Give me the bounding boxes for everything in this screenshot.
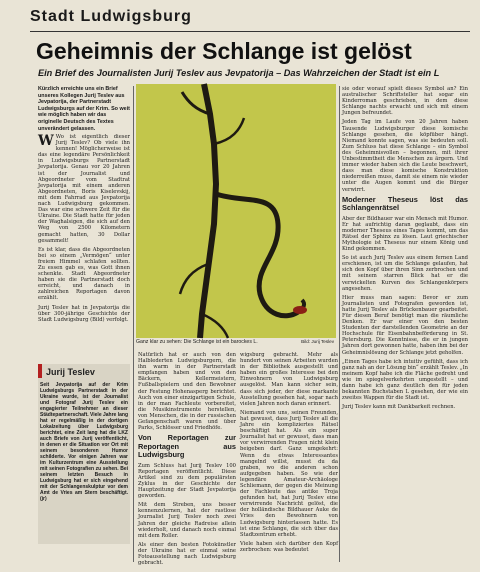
paragraph: So ist auch Jurij Teslev aus einem fernen Land erschienen, ist um die Schlange gelaufen, hat sich den Kopf über ihren Sinn zerbrochen und mit seinem starren Blick hat er die verwickelten Kurven des Schlangenkörpers angesehen. — [342, 255, 468, 292]
paragraph: Zum Schluss hat Jurij Teslev 100 Reportagen veröffentlicht. Diese Artikel sind zu dem populärsten Zyklus in der Geschichte der Hauptzeitung der Stadt Jevpatorija geworden. — [138, 462, 236, 500]
paragraph: wigsburg gebracht. Mehr als hundert von seinen Arbeiten wurden in der Bibliothek ausgestellt und haben ein großes Interesse bei den Einwohnern von Ludwigsburg ausgelöst. Man kann sicher sein, dass sich jeder, der diese markante Ausstellung gesehen hat, sogar nach vielen Jahren noch daran erinnert. — [240, 352, 338, 407]
paragraph: Natürlich hat er auch von den Halblederten Ludwigsburgern, die ihn warm in der Partnerstadt empfangen haben und von den Bäckern, Kellermeistern, Fußballspielern und den Bewohner der Festung Hohenasperg berichtet. Auch von einer einzigartigen Schule, in der man Fachleute vorbereitet, die Musikinstrumente herstellen, von Menschen, die in der russischen Gefangenschaft waren und über Parks, Schlösser und Friedhöfe. — [138, 352, 236, 432]
snake-sculpture-image — [136, 84, 336, 338]
sidebar-title: Jurij Teslev — [46, 367, 95, 377]
paragraph: Als einer den besten Fotokünstler der Ukraine hat er einmal seine Fotoausstellung nach Ludwigsburg gebracht. — [138, 541, 236, 567]
paragraph: Aber der Bildhauer war ein Mensch mit Humor. Er hat aufrichtig daran geglaubt, dass ein moderner Theseus eines Tages kommt, um das Rätsel der Sphinx zu lösen. Laut griechischer Mythologie ist Theseus nur einem König und Kind gekommen. — [342, 215, 468, 253]
sidebar-accent-bar — [38, 364, 42, 378]
column-4 — [342, 86, 468, 564]
paragraph: Viele haben sich darüber den Kopf zerbrochen: was bedeutet — [240, 540, 338, 553]
column-2 — [138, 352, 236, 567]
intro-text: Kürzlich erreichte uns ein Brief unseres Kollegen Jurij Teslev aus Jevpatorija, der Partnerstadt Ludwigsburgs auf der Krim. So weit wie möglich haben wir das originelle Deutsch des Textes unverändert gelassen. — [38, 86, 130, 132]
paragraph: Jurij Teslev hat in Jevpatorija die über 300-jährige Geschichte der Stadt Ludwigsburg (Bild) verfolgt. — [38, 304, 130, 323]
column-1 — [38, 134, 130, 362]
paragraph: „Einen Tages habe ich intuitiv gefühlt, dass ich ganz nah an der Lösung bin“ erzählt Teslev. „In meinem Kopf habe ich die Fläche gedreht und wie im spiegelverkehrten umgestellt – und dann habe ich ganz deutlich den für jeden bekannten Buchstaben L gesehen, der wie ein zweites Wappen für die Stadt ist. — [342, 358, 468, 402]
header-rule — [30, 31, 470, 32]
photo-credit: Bild: Jurij Teslev — [301, 339, 334, 344]
paragraph: Jurij Teslev kann mit Dankbarkeit rechnen. — [342, 404, 456, 411]
paragraph: W Wo ist eigentlich dieser Jurij Teslev? Ob viele ihn kennen! Möglicherweise ist das eine legendäre Persönlichkeit in Ludwigsburgs Partnerstadt Jevpatorija. Genau vor 20 Jahren ist der Journalist und Abgeordneter vom Stadtrat Jevpatorija mit einem anderen Abgeordneten, Boris Kiselevskij, mit dem Fahrrad aus Jevpatorija nach Ludwigsburg gekommen. Das war eine schwere Zeit für die Ukraine. Die Stadt hatte für jeden der Waghalsigen, die sich auf den Weg von 2500 Kilometern gemacht hatten, 30 Dollar gesammelt! — [38, 133, 130, 244]
section-label: Stadt Ludwigsburg — [30, 8, 192, 25]
paragraph: Jeden Tag im Laufe von 20 Jahren haben Tausende Ludwigsburger diese komische Schlange gesehen, die köpfüber hängt. Niemand konnte sagen, was sie bedeuten soll. Zum Schluss hat diese Schlange – ein Symbol des Geheimnisvollen – begonnen, mit ihrer Unbestimmtheit die Menschen zu ärgern. Und immer wieder haben sich die Leute beschwert, dass man diese komische Konstruktion niederreißen muss, damit sie einem nie wieder unter die Augen kommt und die Bürger verwirrt. — [342, 119, 468, 193]
drop-cap: W — [38, 133, 54, 149]
column-divider — [133, 86, 134, 562]
subheading: Von Reportagen zur Reportagen aus Ludwigsburg — [138, 433, 236, 460]
subheadline: Ein Brief des Journalisten Jurij Teslev aus Jevpatorija – Das Wahrzeichen der Stadt ist ein L — [38, 68, 440, 78]
paragraph: Hier muss man sagen: Bevor er zum Journalisten und Fotografen geworden ist, hatte Jurij Teslev als Brückenbauer gearbeitet. Für diesen Beruf benötigt man die räumliche Denken. Er war einer von den besten Studenten der darstellenden Geometrie an der Hochschule für Eisenbahnbeförderung in St. Petersburg. Die Kenntnisse, die er in jungen Jahren dort gewonnen hatte, haben ihm bei der Geheimnislösung der Schlange jetzt geholfen. — [342, 294, 468, 356]
column-3 — [240, 352, 338, 562]
sidebar-body — [40, 382, 128, 542]
sidebar-paragraph: Seit Jevpatorija auf der Krim Ludwigsburgs Partnerstadt in der Ukraine wurde, ist der Journalist und Fotograf Jurij Teslev ein engagierter Teilnehmer an dieser Städtepartnerschaft. Viele Jahre lang hat er regelmäßig in der dortigen Lokalzeitung über Ludwigsburg berichtet, eine Zeit lang hat die LKZ auch Briefe von Jurij veröffentlicht, in denen er die Situation vor Ort mit seinem besonderen Humor schilderte. Vor einigen Jahren war im Kulturzentrum eine Ausstellung mit seinen Fotografien zu sehen. Bei seinem letzten Besuch in Ludwigsburg hat er sich eingehend mit der Schlangenskulptur vor dem Amt de Vries am Stern beschäftigt. (jr) — [40, 382, 128, 502]
paragraph: Niemand von uns, seinen Freunden, hat gewusst, dass Jurij Teslev all die Jahre ein kompliziertes Rätsel beschäftigt hat. Als ein super Journalist hat er gewusst, dass man vor verwirrenden Fragen nicht klein beigeben darf. Ganz umgekehrt: Wenn du etwas Interessantes mangelnd willst, musst du da graben, wo die anderen schon aufgegeben haben. So wie der legendäre Amateur-Archäologe Schliemann, der gegen die Meinung der Fachleute das antike Troja gefunden hat, hat Jurij Teslev eine verwirrende Nachricht gelöst, die der holländische Bildhauer Auke de Vries den Bewohnern von Ludwigsburg hinterlassen hatte. Es ist eine Schlange, die sich über das Stadtzentrum erhebt. — [240, 409, 338, 538]
photo-caption — [136, 338, 336, 346]
paragraph: Mit dem Streben, uns besser kennenzulernen, hat der rastlose Journalist Jurij Teslev noch zwei Jahren der gleiche Radreise allein wiederholt, und danach noch einmal mit dem Roller. — [138, 502, 236, 539]
paragraph: Es ist klar, dass die Abgeordneten bei so einem „Vermögen“ unter freiem Himmel schlafen sollten. Zu essen gab es, was Gott ihnen schenkte. Stadt Abgeordneter haben sie die Partnerstadt doch erreicht, und danach in zahlreichen Reportagen davon erzählt. — [38, 246, 130, 302]
headline: Geheimnis der Schlange ist gelöst — [36, 38, 412, 64]
column-divider — [339, 86, 340, 562]
subheading: Moderner Theseus löst das Schlangenrätsel — [342, 194, 468, 213]
caption-text: Ganz klar zu sehen: Die Schlange ist ein barockes L. — [136, 339, 258, 345]
photo-snake-sculpture — [136, 84, 336, 338]
paragraph: sie oder worauf spielt dieses Symbol an? Ein australischer Schriftsteller hat sogar ein Kinderroman geschrieben, in dem diese Schlange nachts erwacht und sich mit einem Jungen befreundet. — [342, 86, 468, 117]
